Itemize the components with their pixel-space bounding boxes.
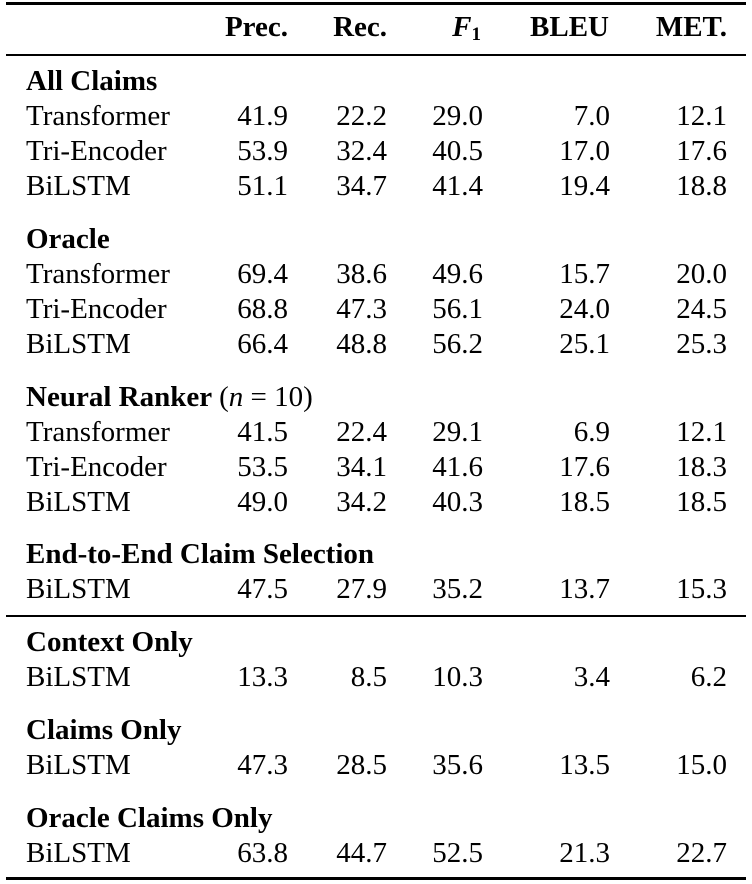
value-rec: 27.9 [336, 573, 387, 605]
header-rule [6, 54, 746, 56]
value-bleu: 15.7 [559, 258, 610, 290]
model-name: BiLSTM [26, 328, 131, 360]
section-title [26, 222, 110, 256]
value-f1: 52.5 [432, 837, 483, 869]
section-title [26, 537, 374, 571]
value-rec: 22.2 [336, 100, 387, 132]
value-prec: 13.3 [237, 661, 288, 693]
value-f1: 40.5 [432, 135, 483, 167]
value-f1: 40.3 [432, 486, 483, 518]
model-name: Transformer [26, 258, 170, 290]
model-name: Transformer [26, 416, 170, 448]
value-met: 12.1 [676, 416, 727, 448]
value-prec: 69.4 [237, 258, 288, 290]
value-prec: 53.5 [237, 451, 288, 483]
section-title [26, 801, 272, 835]
model-name: BiLSTM [26, 573, 131, 605]
header-rec: Rec. [333, 11, 387, 43]
value-f1: 29.0 [432, 100, 483, 132]
model-name: BiLSTM [26, 486, 131, 518]
value-rec: 44.7 [336, 837, 387, 869]
section-title [26, 380, 313, 414]
model-name: BiLSTM [26, 749, 131, 781]
value-bleu: 7.0 [573, 100, 610, 132]
value-f1: 29.1 [432, 416, 483, 448]
section-title-text: Neural Ranker [26, 381, 213, 413]
header-bleu: BLEU [530, 11, 609, 43]
value-met: 6.2 [690, 661, 727, 693]
value-bleu: 25.1 [559, 328, 610, 360]
value-met: 15.0 [676, 749, 727, 781]
value-rec: 34.2 [336, 486, 387, 518]
value-met: 12.1 [676, 100, 727, 132]
model-name: Transformer [26, 100, 170, 132]
value-prec: 53.9 [237, 135, 288, 167]
value-prec: 66.4 [237, 328, 288, 360]
section-title [26, 625, 193, 659]
value-f1: 56.2 [432, 328, 483, 360]
section-note-variable: n [228, 381, 244, 413]
section-title-text: Oracle Claims Only [26, 802, 273, 834]
bottom-rule [6, 877, 746, 880]
value-bleu: 17.6 [559, 451, 610, 483]
header-f1 [452, 10, 481, 52]
value-bleu: 18.5 [559, 486, 610, 518]
section-title [26, 713, 182, 747]
value-prec: 49.0 [237, 486, 288, 518]
value-rec: 32.4 [336, 135, 387, 167]
value-met: 25.3 [676, 328, 727, 360]
model-name: BiLSTM [26, 170, 131, 202]
model-name: BiLSTM [26, 661, 131, 693]
section-title-text: Context Only [26, 626, 193, 658]
model-name: BiLSTM [26, 837, 131, 869]
value-bleu: 24.0 [559, 293, 610, 325]
value-f1: 49.6 [432, 258, 483, 290]
value-prec: 51.1 [237, 170, 288, 202]
value-bleu: 19.4 [559, 170, 610, 202]
value-rec: 34.1 [336, 451, 387, 483]
top-rule [6, 2, 746, 5]
value-prec: 47.3 [237, 749, 288, 781]
header-f1-subscript: 1 [471, 24, 481, 45]
section-title-text: Claims Only [26, 714, 182, 746]
value-f1: 35.2 [432, 573, 483, 605]
model-name: Tri-Encoder [26, 451, 167, 483]
value-rec: 8.5 [350, 661, 387, 693]
value-met: 18.8 [676, 170, 727, 202]
value-rec: 38.6 [336, 258, 387, 290]
header-f1-letter: F [452, 11, 472, 43]
value-rec: 34.7 [336, 170, 387, 202]
value-f1: 10.3 [432, 661, 483, 693]
value-rec: 22.4 [336, 416, 387, 448]
value-met: 18.5 [676, 486, 727, 518]
value-met: 24.5 [676, 293, 727, 325]
value-f1: 41.4 [432, 170, 483, 202]
header-prec: Prec. [224, 11, 288, 43]
value-met: 22.7 [676, 837, 727, 869]
value-prec: 41.9 [237, 100, 288, 132]
value-met: 20.0 [676, 258, 727, 290]
value-bleu: 13.5 [559, 749, 610, 781]
section-note-open: ( [219, 381, 229, 413]
value-bleu: 3.4 [573, 661, 610, 693]
value-bleu: 6.9 [573, 416, 610, 448]
value-rec: 47.3 [336, 293, 387, 325]
section-title [26, 64, 157, 98]
value-met: 17.6 [676, 135, 727, 167]
value-rec: 28.5 [336, 749, 387, 781]
mid-rule [6, 615, 746, 617]
value-bleu: 17.0 [559, 135, 610, 167]
value-bleu: 13.7 [559, 573, 610, 605]
value-prec: 47.5 [237, 573, 288, 605]
value-bleu: 21.3 [559, 837, 610, 869]
value-f1: 35.6 [432, 749, 483, 781]
section-title-text: All Claims [26, 65, 158, 97]
model-name: Tri-Encoder [26, 293, 167, 325]
value-f1: 56.1 [432, 293, 483, 325]
section-title-text: Oracle [26, 223, 110, 255]
header-met: MET. [655, 11, 727, 43]
value-met: 18.3 [676, 451, 727, 483]
value-prec: 63.8 [237, 837, 288, 869]
section-title-text: End-to-End Claim Selection [26, 538, 375, 570]
value-prec: 68.8 [237, 293, 288, 325]
value-rec: 48.8 [336, 328, 387, 360]
model-name: Tri-Encoder [26, 135, 167, 167]
section-note-value: = 10) [243, 381, 313, 413]
value-f1: 41.6 [432, 451, 483, 483]
value-met: 15.3 [676, 573, 727, 605]
value-prec: 41.5 [237, 416, 288, 448]
